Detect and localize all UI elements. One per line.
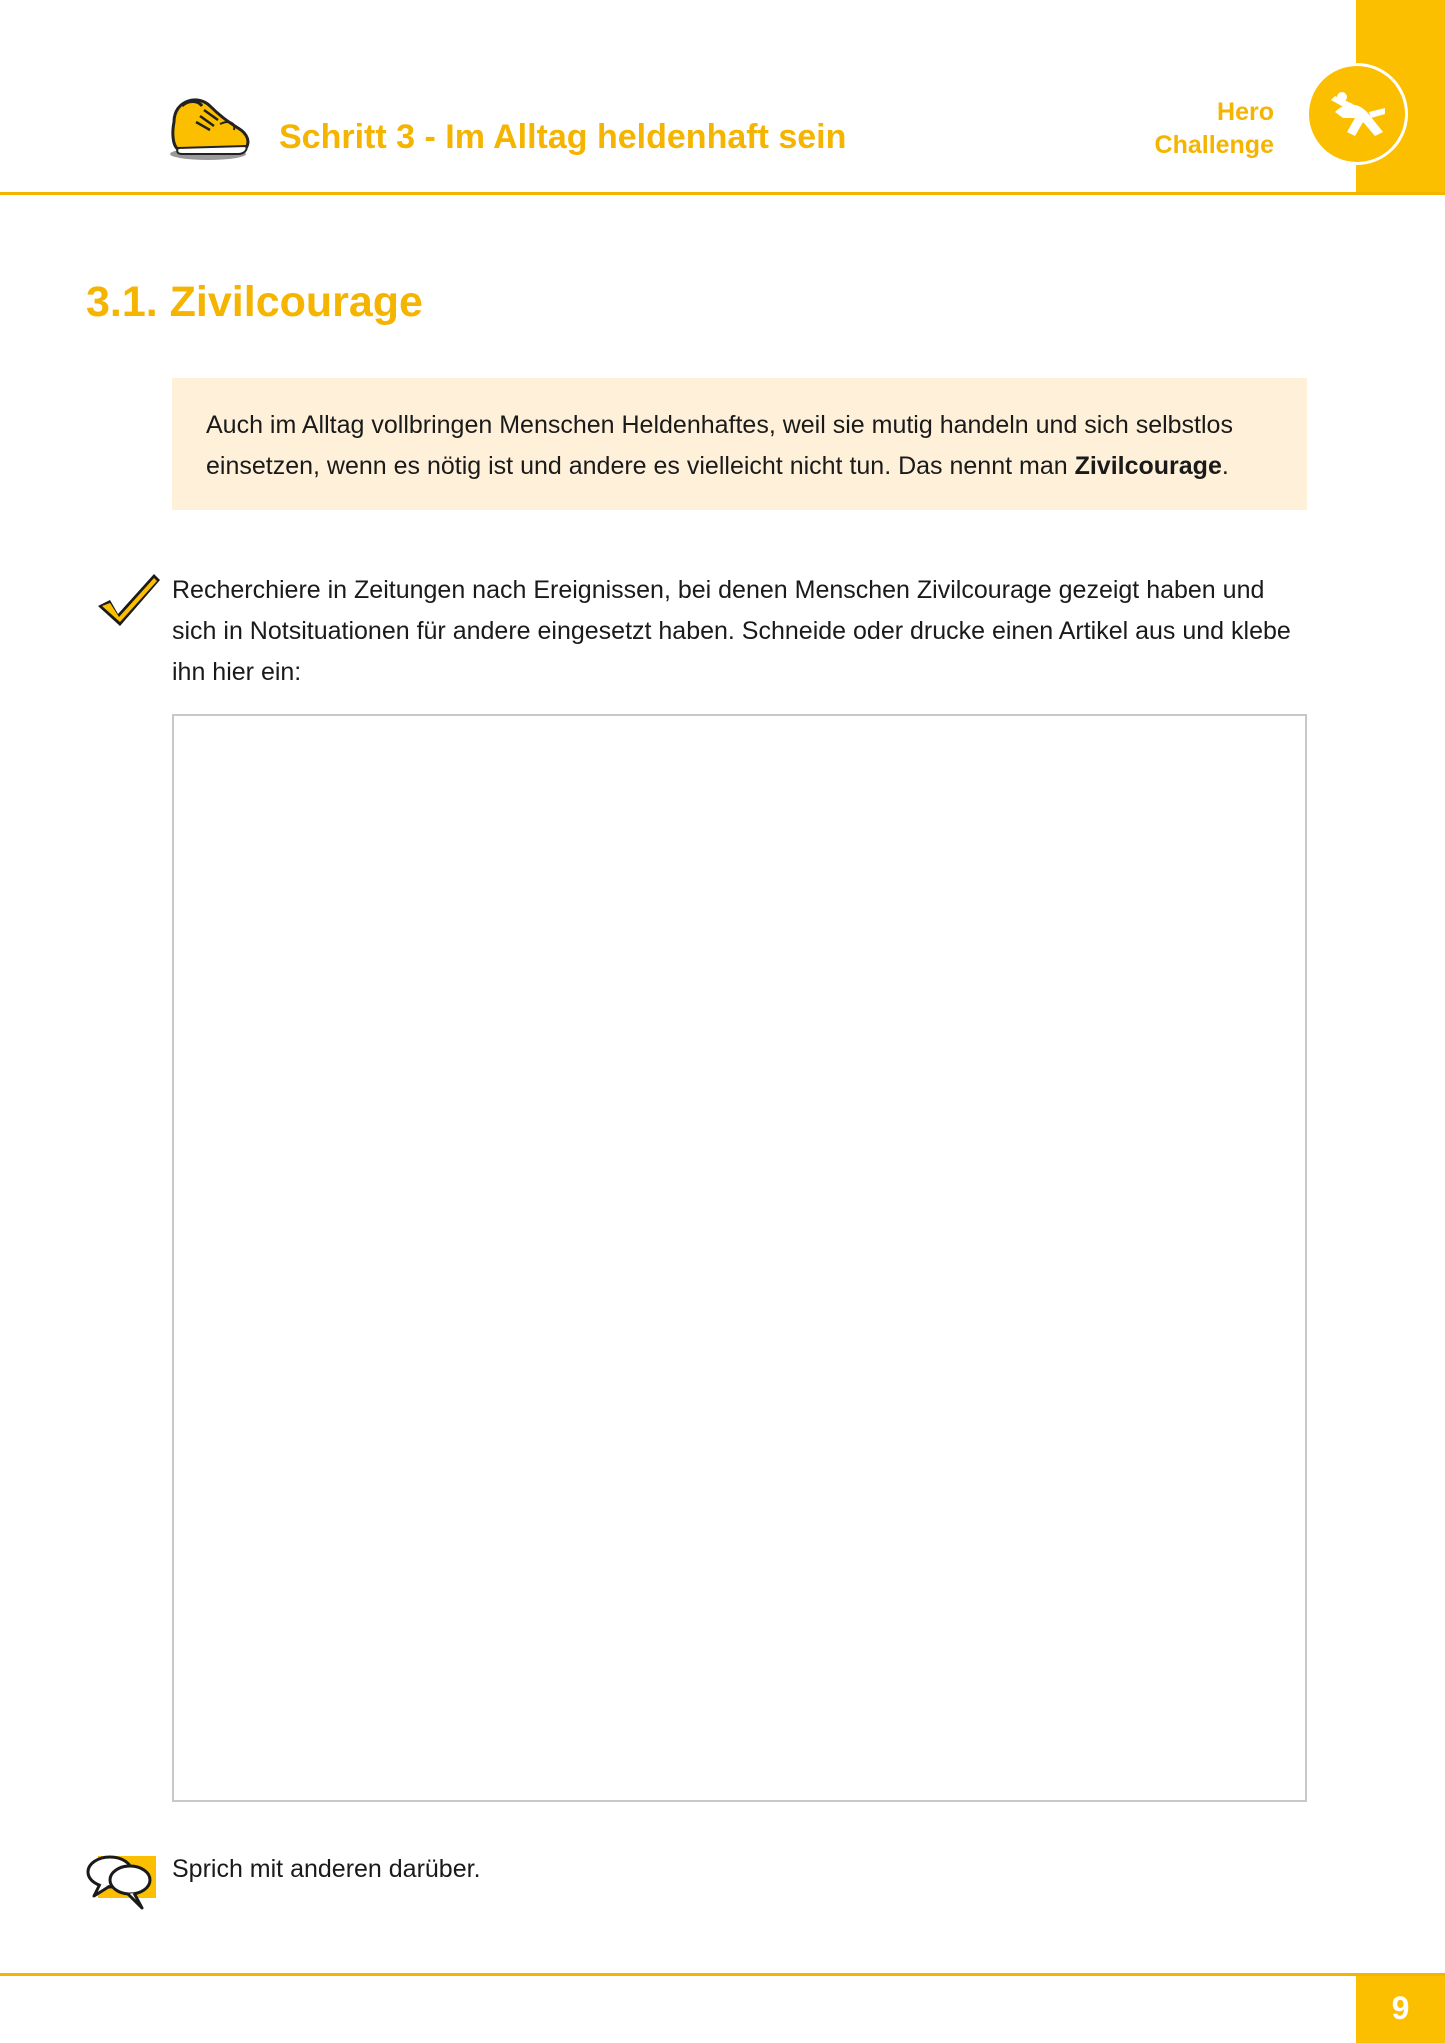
step-title: Schritt 3 - Im Alltag heldenhaft sein bbox=[279, 118, 847, 156]
checkmark-icon bbox=[96, 572, 162, 628]
intro-text bbox=[206, 405, 1306, 487]
speech-bubbles-icon bbox=[86, 1850, 158, 1912]
intro-text-part: Auch im Alltag vollbringen Menschen Heldenhaftes, weil sie mutig handeln und sich selbstlos einsetzen, wenn es nötig ist und andere es vielleicht nicht tun. Das nennt man bbox=[206, 411, 1233, 480]
task-instruction: Recherchiere in Zeitungen nach Ereignissen, bei denen Menschen Zivilcourage gezeigt haben und sich in Notsituationen für andere eingesetzt haben. Schneide oder drucke einen Artikel aus und klebe ihn hier ein: bbox=[172, 576, 1291, 686]
running-shoe-icon bbox=[168, 92, 252, 162]
discussion-prompt: Sprich mit anderen darüber. bbox=[172, 1855, 481, 1883]
brand-logo bbox=[1306, 63, 1408, 165]
article-paste-area bbox=[172, 714, 1307, 1802]
brand-line-1: Hero bbox=[1217, 98, 1274, 126]
flying-hero-icon bbox=[1309, 66, 1405, 162]
intro-keyword: Zivilcourage bbox=[1074, 452, 1222, 480]
brand-line-2: Challenge bbox=[1154, 131, 1274, 159]
footer-rule bbox=[0, 1973, 1445, 1976]
brand-name bbox=[1100, 96, 1274, 162]
page-number: 9 bbox=[1356, 1976, 1445, 2043]
section-title: 3.1. Zivilcourage bbox=[86, 278, 423, 326]
intro-text-end: . bbox=[1221, 452, 1229, 480]
header-rule bbox=[0, 192, 1445, 195]
